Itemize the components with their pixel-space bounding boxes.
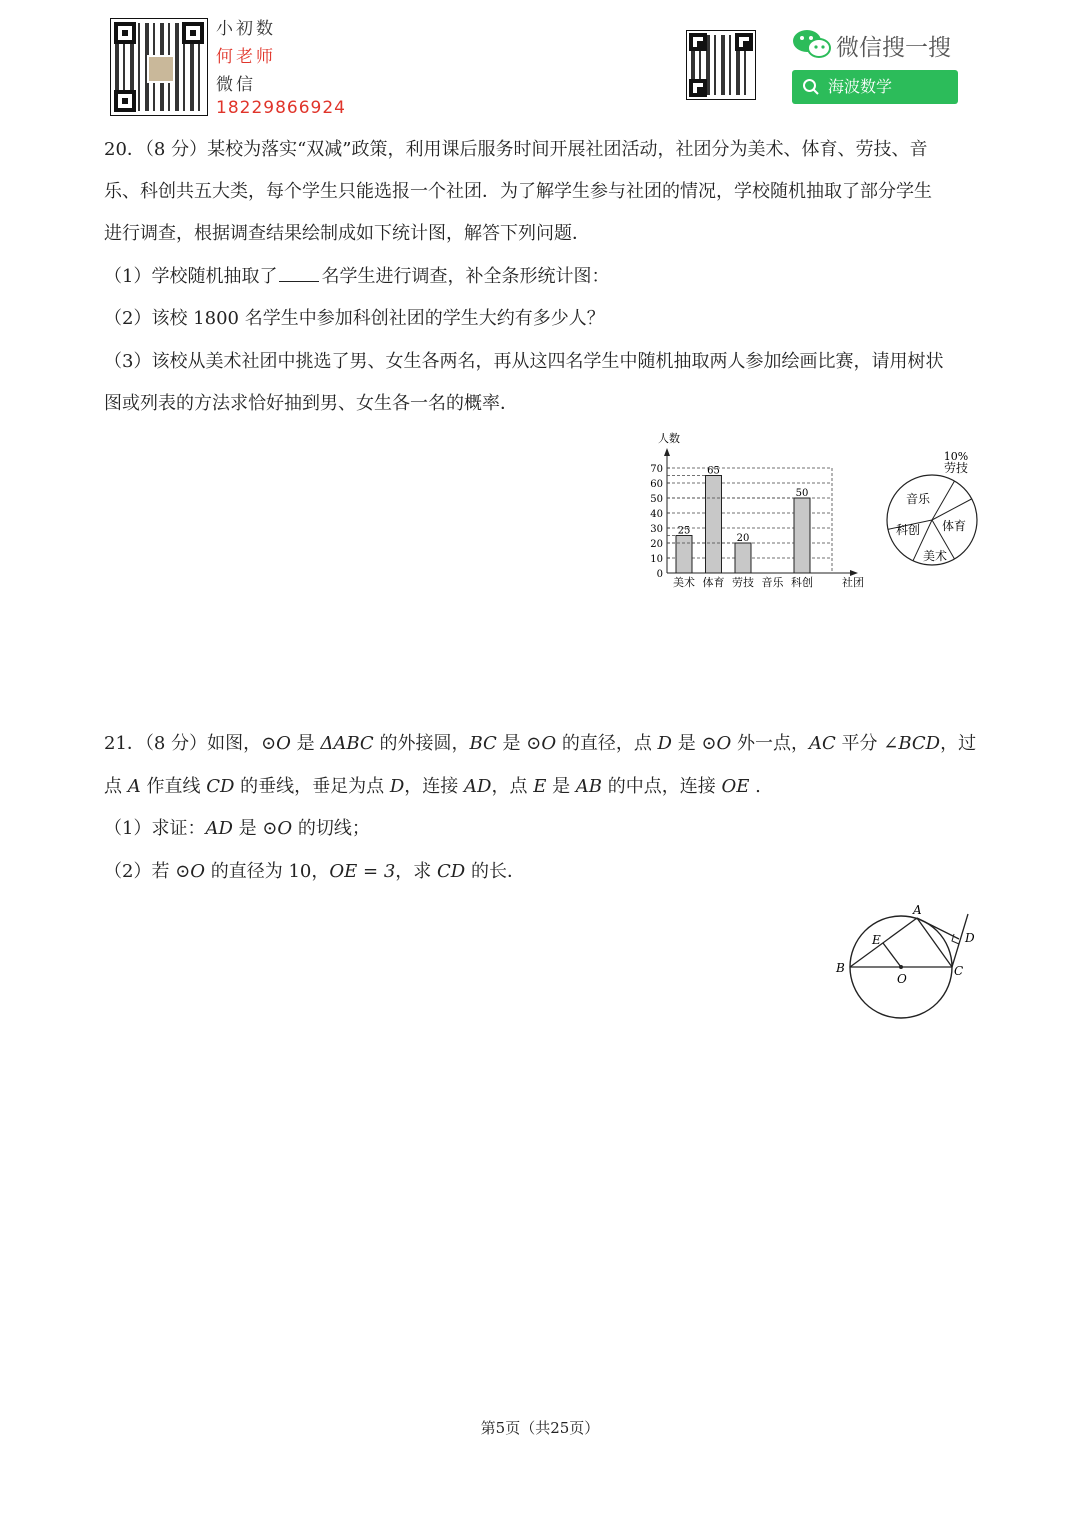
- bar-chart: [640, 426, 880, 594]
- text: 的长．: [465, 861, 525, 882]
- contact-line: 小初数: [216, 19, 276, 39]
- q21-part-1: [104, 817, 370, 841]
- bar-value-label: 20: [736, 533, 750, 544]
- slice-label-tiyu: 体育: [941, 519, 967, 533]
- text: 是: [496, 733, 527, 754]
- label-b: B: [836, 961, 845, 975]
- q21-stem-line: [104, 732, 976, 756]
- math: AD: [464, 776, 492, 797]
- text: 的直径，点: [556, 733, 658, 754]
- answer-blank[interactable]: [279, 265, 319, 282]
- q21-stem-line: [104, 775, 761, 799]
- math: ⊙O: [701, 733, 732, 754]
- segment-ab: [850, 918, 917, 967]
- text: 是: [671, 733, 702, 754]
- math: ∠BCD: [883, 733, 941, 754]
- contact-line: 何老师: [216, 47, 276, 67]
- text: 的切线；: [292, 818, 370, 839]
- wechat-search-term: 海波数学: [828, 77, 893, 96]
- slice-percent-label: 10%: [943, 450, 969, 463]
- math: OE = 3: [329, 861, 396, 882]
- y-tick-label: 40: [650, 509, 663, 520]
- bar-value-label: 50: [795, 488, 809, 499]
- pie-chart: [878, 446, 988, 572]
- math: AB: [575, 776, 603, 797]
- math: ΔABC: [320, 733, 374, 754]
- math: ⊙O: [262, 818, 293, 839]
- label-e: E: [872, 933, 881, 947]
- wechat-search-button[interactable]: [792, 70, 958, 104]
- math: A: [127, 776, 141, 797]
- bar-value-label: 65: [707, 465, 720, 477]
- contact-qr-code: [110, 18, 208, 116]
- y-tick-label: 50: [650, 494, 663, 505]
- q20-part-3-line: 图或列表的方法求恰好抽到男、女生各一名的概率．: [104, 393, 518, 414]
- slice-label-kechuang: 科创: [895, 523, 921, 537]
- text: ，求: [395, 861, 437, 882]
- contact-line: 微信: [216, 75, 256, 95]
- bar-劳技: [735, 543, 751, 573]
- text: （2）若: [104, 861, 176, 882]
- math: CD: [206, 776, 235, 797]
- text: 的中点，连接: [602, 776, 722, 797]
- y-tick-label: 10: [650, 554, 663, 565]
- text: 是: [232, 818, 263, 839]
- text: 是: [546, 776, 576, 797]
- q20-stem-line: 进行调查，根据调查结果绘制成如下统计图，解答下列问题．: [104, 223, 590, 244]
- x-tick-label: 劳技: [732, 576, 754, 589]
- y-tick-label: 20: [650, 539, 663, 550]
- wechat-qr-code: [686, 30, 756, 100]
- math: AD: [205, 818, 233, 839]
- bar-科创: [794, 498, 810, 573]
- page-number: 第5页（共25页）: [480, 1419, 600, 1437]
- y-axis-arrow-icon: [664, 448, 670, 456]
- math: BC: [469, 733, 497, 754]
- label-c: C: [954, 964, 964, 978]
- x-axis-label: 社团: [842, 576, 864, 589]
- math: ⊙O: [261, 733, 291, 754]
- text: 平分: [835, 733, 884, 754]
- label-o: O: [897, 972, 907, 986]
- q20-stem-line: 20．（8 分）某校为落实“双减”政策，利用课后服务时间开展社团活动，社团分为美术、体育、劳技、音: [104, 139, 928, 160]
- center-point: [899, 965, 903, 969]
- math: E: [533, 776, 547, 797]
- q20-part-1-text: 名学生进行调查，补全条形统计图：: [321, 266, 610, 287]
- bar-value-label: 25: [677, 525, 691, 537]
- x-tick-label: 体育: [702, 576, 725, 589]
- text: 21．（8 分）如图，: [104, 733, 262, 754]
- text: （1）求证：: [104, 818, 206, 839]
- text: ，连接: [404, 776, 465, 797]
- segment-ad: [917, 918, 959, 939]
- text: 外一点，: [731, 733, 810, 754]
- q20-part-2: （2）该校 1800 名学生中参加科创社团的学生大约有多少人？: [104, 308, 605, 329]
- x-tick-label: 科创: [791, 576, 813, 589]
- text: .: [749, 776, 761, 797]
- q20-part-1: [104, 265, 609, 289]
- y-axis-label: 人数: [658, 432, 680, 445]
- text: 作直线: [140, 776, 207, 797]
- label-a: A: [913, 903, 922, 917]
- q20-part-3-line: （3）该校从美术社团中挑选了男、女生各两名，再从这四名学生中随机抽取两人参加绘画比赛，请用树状: [104, 351, 944, 372]
- x-tick-label: 音乐: [761, 576, 784, 589]
- text: ，过: [940, 733, 977, 754]
- y-tick-label: 70: [650, 464, 663, 475]
- slice-label-yinyue: 音乐: [905, 492, 931, 506]
- text: 的外接圆，: [373, 733, 470, 754]
- text: ，点: [491, 776, 534, 797]
- contact-phone: 18229866924: [216, 98, 346, 118]
- slice-label-laoji: 劳技: [943, 461, 969, 475]
- segment-ac: [917, 918, 952, 967]
- segment-oe: [883, 943, 901, 967]
- y-tick-label: 60: [650, 479, 663, 490]
- label-d: D: [965, 931, 975, 945]
- slice-label-meishu: 美术: [922, 549, 948, 563]
- text: 点: [104, 776, 128, 797]
- x-tick-label: 美术: [673, 576, 695, 589]
- bar-美术: [676, 536, 692, 574]
- y-tick-label: 0: [656, 569, 663, 580]
- math: ⊙O: [175, 861, 206, 882]
- bar-体育: [706, 476, 722, 574]
- circle-geometry-figure: [830, 900, 990, 1025]
- wechat-search-title: 微信搜一搜: [836, 35, 951, 61]
- search-icon: [802, 78, 820, 96]
- text: 的直径为 10，: [205, 861, 330, 882]
- y-tick-label: 30: [650, 524, 663, 535]
- text: 是: [290, 733, 321, 754]
- math: OE: [721, 776, 750, 797]
- math: ⊙O: [526, 733, 557, 754]
- q21-part-2: [104, 860, 525, 884]
- text: 的垂线，垂足为点: [234, 776, 390, 797]
- q20-stem-line: 乐、科创共五大类，每个学生只能选报一个社团．为了解学生参与社团的情况，学校随机抽取了部分学生: [104, 181, 932, 202]
- math: D: [657, 733, 672, 754]
- math: D: [389, 776, 405, 797]
- math: CD: [437, 861, 466, 882]
- math: AC: [809, 733, 836, 754]
- wechat-logo-icon: [792, 28, 832, 60]
- q20-part-1-text: （1）学校随机抽取了: [104, 266, 278, 287]
